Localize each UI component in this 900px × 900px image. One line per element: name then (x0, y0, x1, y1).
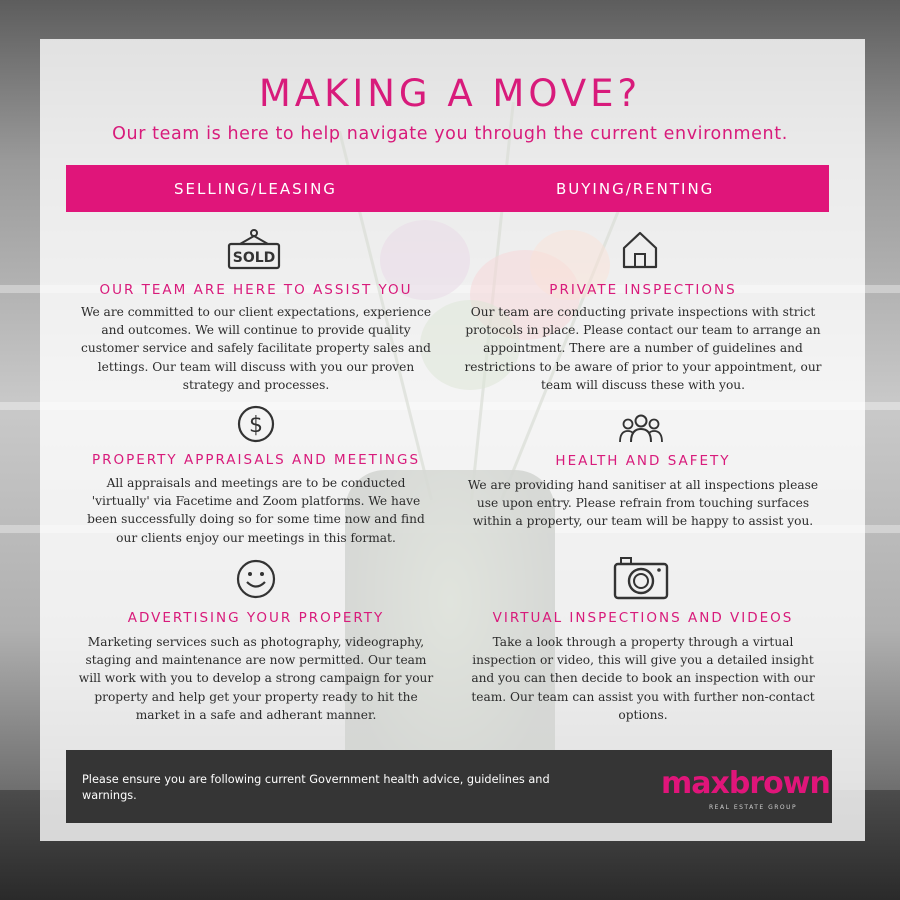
page-title: MAKING A MOVE? (258, 72, 642, 115)
footer-note: Please ensure you are following current Government health advice, guidelines and warnings. (82, 773, 550, 802)
section-body (66, 474, 446, 547)
body-line: property and help get your property ready to hit the (94, 689, 418, 704)
banner-right-label: BUYING/RENTING (556, 180, 715, 198)
body-line: We are providing hand sanitiser at all inspections please (467, 478, 819, 492)
logo-tagline: REAL ESTATE GROUP (709, 804, 798, 811)
body-line: restrictions to be aware of prior to your appointment, our (464, 359, 822, 374)
section-body (453, 303, 833, 394)
body-line: and outcomes. We will continue to provide quality (101, 323, 411, 338)
body-line: our clients enjoy our meetings in this format. (116, 530, 396, 545)
body-line: been successfully doing so for some time now and find (87, 512, 425, 527)
smiley-face-icon (236, 559, 276, 599)
svg-text:$: $ (249, 413, 263, 438)
camera-icon (613, 555, 669, 601)
section-body (453, 633, 833, 724)
body-line: use upon entry. Please refrain from touching surfaces (476, 496, 810, 511)
body-line: protocols in place. Please contact our team to arrange an (465, 323, 821, 338)
sold-sign-icon (226, 228, 282, 270)
body-line: Our team are conducting private inspections with strict (470, 305, 816, 319)
body-line: appointment. There are a number of guidelines and (483, 341, 803, 356)
body-line: market in a safe and adherant manner. (135, 707, 377, 722)
body-line: team will discuss these with you. (540, 377, 746, 392)
svg-text:SOLD: SOLD (232, 250, 276, 266)
body-line: within a property, our team will be happy to assist you. (472, 514, 814, 529)
body-line: staging and maintenance are now permitted. Our team (85, 653, 427, 668)
section-body (66, 303, 446, 394)
maxbrown-logo (661, 764, 830, 816)
section-heading: VIRTUAL INSPECTIONS AND VIDEOS (492, 610, 794, 626)
logo-wordmark: maxbrown (661, 766, 830, 801)
section-heading: OUR TEAM ARE HERE TO ASSIST YOU (99, 282, 413, 298)
section-heading: PRIVATE INSPECTIONS (549, 282, 737, 298)
footer-bar (66, 750, 832, 823)
body-line: will work with you to develop a strong campaign for your (78, 671, 434, 686)
banner-left-label: SELLING/LEASING (174, 180, 337, 198)
section-body (66, 633, 446, 724)
body-line: Marketing services such as photography, videography, (87, 635, 425, 649)
body-line: All appraisals and meetings are to be conducted (106, 476, 406, 490)
section-body (453, 476, 833, 531)
body-line: inspection or video, this will give you a detailed insight (472, 653, 814, 668)
body-line: strategy and processes. (182, 377, 330, 392)
dollar-coin-icon (237, 405, 275, 443)
people-group-icon (619, 412, 663, 444)
body-line: options. (618, 707, 668, 722)
body-line: 'virtually' via Facetime and Zoom platforms. We have (91, 494, 421, 509)
body-line: Take a look through a property through a virtual (492, 635, 794, 649)
body-line: team. Our team can assist you with further non-contact (471, 689, 815, 704)
body-line: We are committed to our client expectations, experience (80, 305, 432, 319)
section-heading: ADVERTISING YOUR PROPERTY (127, 610, 385, 626)
house-icon (621, 230, 659, 270)
section-heading: HEALTH AND SAFETY (555, 453, 731, 469)
body-line: lettings. Our team will discuss with you our proven (97, 359, 415, 374)
body-line: customer service and safely facilitate property sales and (81, 341, 431, 356)
body-line: and you can then decide to book an inspection with our (471, 671, 815, 686)
section-heading: PROPERTY APPRAISALS AND MEETINGS (91, 452, 421, 468)
page-subtitle: Our team is here to help navigate you through the current environment. (112, 124, 788, 144)
